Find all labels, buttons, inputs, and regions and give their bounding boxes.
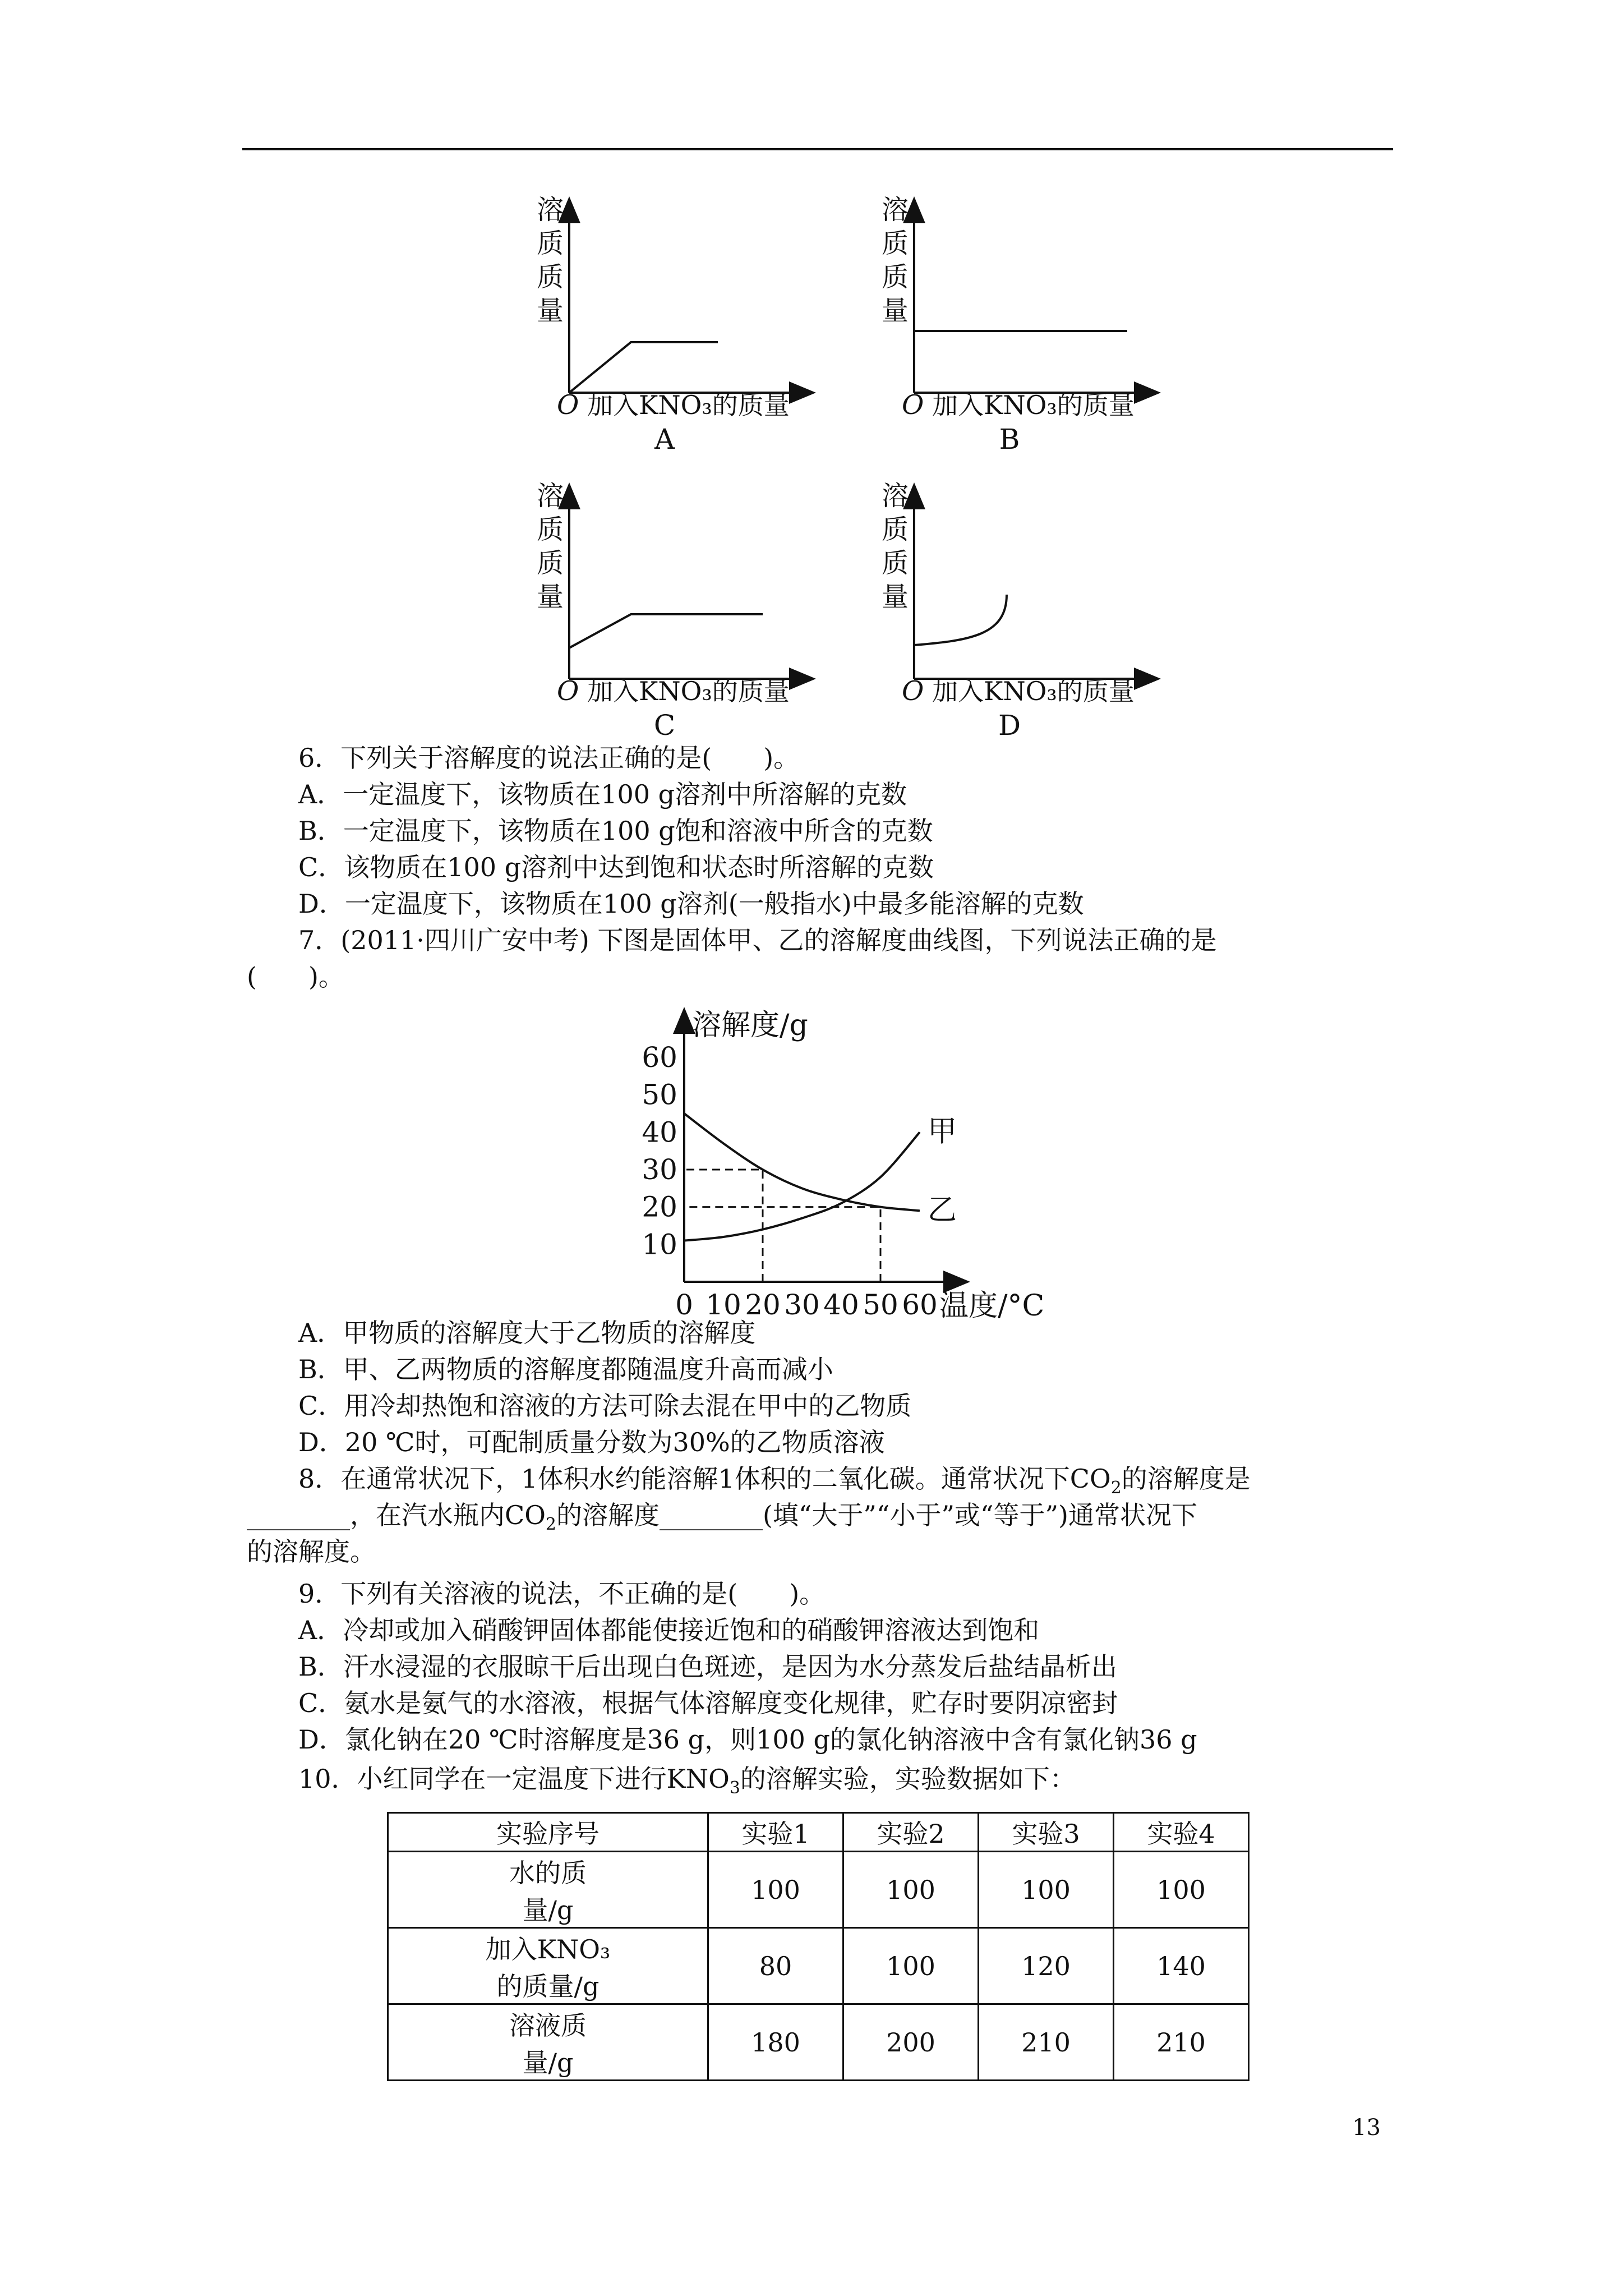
graph-option-label: C <box>653 709 676 742</box>
table-header-cell: 实验1 <box>708 1813 843 1852</box>
q8-line1: 8．在通常状况下，1体积水约能溶解1体积的二氧化碳。通常状况下$CO_2$的溶解度是 <box>298 1464 1251 1498</box>
y-tick-label: 40 <box>642 1116 677 1149</box>
table-cell: 100 <box>708 1852 843 1928</box>
y-axis-char: 质 <box>882 228 909 259</box>
q10-stem: 10．小红同学在一定温度下进行$KNO_3$的溶解实验，实验数据如下： <box>298 1764 1076 1798</box>
table-cell: 100 <box>843 1928 979 2004</box>
x-axis-label: 加入KNO₃的质量 <box>932 390 1135 420</box>
y-axis-char: 溶 <box>882 480 909 512</box>
guide-dashed-line <box>684 1170 763 1282</box>
mini-graph <box>537 480 805 742</box>
table-cell: 100 <box>979 1852 1114 1928</box>
x-tick-label: 40 <box>823 1289 859 1318</box>
row-label: 水的质 量/g <box>388 1852 708 1928</box>
y-tick-label: 60 <box>642 1041 677 1074</box>
q9-option-d: D．氯化钠在20 ℃时溶解度是36 g，则100 g的氯化钠溶液中含有氯化钠36 g <box>298 1724 1197 1755</box>
y-axis-label <box>882 480 909 613</box>
series-line-1 <box>684 1132 920 1240</box>
x-axis-label: 加入KNO₃的质量 <box>587 676 790 706</box>
y-axis-char: 溶 <box>882 194 909 226</box>
y-axis-label <box>882 194 909 326</box>
q9-stem: 9．下列有关溶液的说法，不正确的是( )。 <box>298 1579 826 1609</box>
q7-stem: 7．(2011·四川广安中考) 下图是固体甲、乙的溶解度曲线图，下列说法正确的是 <box>298 925 1217 955</box>
mini-graph <box>537 194 805 455</box>
q7-option-b: B．甲、乙两物质的溶解度都随温度升高而减小 <box>298 1354 833 1384</box>
q9-option-a: A．冷却或加入硝酸钾固体都能使接近饱和的硝酸钾溶液达到饱和 <box>298 1615 1040 1645</box>
y-tick-label: 20 <box>642 1190 677 1223</box>
x-tick-label: 30 <box>784 1289 820 1318</box>
series-line-2 <box>684 1114 920 1211</box>
y-axis-char: 质 <box>882 547 909 579</box>
q6-option-d: D．一定温度下，该物质在100 g溶剂(一般指水)中最多能溶解的克数 <box>298 889 1084 919</box>
y-axis-char: 量 <box>882 581 909 613</box>
q7-stem-cont: ( )。 <box>247 961 344 992</box>
table-row <box>388 2004 1249 2081</box>
q9-option-b: B．汗水浸湿的衣服晾干后出现白色斑迹，是因为水分蒸发后盐结晶析出 <box>298 1651 1117 1682</box>
graph-option-label: A <box>654 423 675 455</box>
graph-option-label: D <box>998 709 1021 742</box>
q7-option-c: C．用冷却热饱和溶液的方法可除去混在甲中的乙物质 <box>298 1391 912 1421</box>
origin-label: O <box>557 675 579 707</box>
y-tick-label: 30 <box>642 1153 677 1186</box>
table-cell: 80 <box>708 1928 843 2004</box>
y-axis-char: 质 <box>537 228 564 259</box>
q8-line2: ________，在汽水瓶内$CO_2$的溶解度________(填“大于”“小于”或“等于”)通常状况下 <box>247 1500 1197 1535</box>
y-tick-label: 10 <box>642 1228 677 1261</box>
x-tick-label: 10 <box>706 1289 741 1318</box>
y-axis-char: 质 <box>537 514 564 545</box>
origin-label: O <box>902 389 924 421</box>
table-cell: 210 <box>979 2004 1114 2081</box>
q9-option-c: C．氨水是氨气的水溶液，根据气体溶解度变化规律，贮存时要阴凉密封 <box>298 1688 1118 1718</box>
x-tick-label: 20 <box>745 1289 781 1318</box>
y-axis-char: 量 <box>882 295 909 326</box>
y-tick-label: 50 <box>642 1078 677 1111</box>
series-label: 甲 <box>928 1115 957 1149</box>
y-axis-label: 溶解度/g <box>692 1009 808 1042</box>
graph-curve <box>569 614 763 648</box>
y-axis-label <box>537 480 564 613</box>
x-tick-label: 0 <box>675 1289 693 1318</box>
page-number: 13 <box>1352 2115 1381 2141</box>
table-cell: 200 <box>843 2004 979 2081</box>
y-axis-char: 质 <box>537 547 564 579</box>
table-header-cell: 实验2 <box>843 1813 979 1852</box>
table-row <box>388 1852 1249 1928</box>
graph-option-label: B <box>999 423 1020 455</box>
x-tick-label: 50 <box>863 1289 898 1318</box>
table-cell: 180 <box>708 2004 843 2081</box>
row-label: 加入KNO₃ 的质量/g <box>388 1928 708 2004</box>
q6-option-a: A．一定温度下，该物质在100 g溶剂中所溶解的克数 <box>298 779 907 809</box>
guide-dashed-line <box>684 1207 880 1282</box>
q7-option-d: D．20 ℃时，可配制质量分数为30%的乙物质溶液 <box>298 1427 885 1457</box>
q6-stem: 6．下列关于溶解度的说法正确的是( )。 <box>298 743 800 773</box>
y-axis-char: 质 <box>537 261 564 293</box>
y-axis-char: 质 <box>882 514 909 545</box>
table-header-cell: 实验序号 <box>388 1813 708 1852</box>
q6-option-b: B．一定温度下，该物质在100 g饱和溶液中所含的克数 <box>298 816 933 846</box>
y-axis-label <box>537 194 564 326</box>
x-axis-label: 加入KNO₃的质量 <box>587 390 790 420</box>
table-cell: 140 <box>1114 1928 1249 2004</box>
origin-label: O <box>557 389 579 421</box>
table-header-cell: 实验4 <box>1114 1813 1249 1852</box>
q6-option-c: C．该物质在100 g溶剂中达到饱和状态时所溶解的克数 <box>298 852 934 882</box>
table-cell: 120 <box>979 1928 1114 2004</box>
origin-label: O <box>902 675 924 707</box>
q7-option-a: A．甲物质的溶解度大于乙物质的溶解度 <box>298 1318 756 1348</box>
mini-graph <box>882 194 1150 455</box>
table-cell: 100 <box>843 1852 979 1928</box>
solubility-chart <box>617 987 1066 1318</box>
x-axis-label: 加入KNO₃的质量 <box>932 676 1135 706</box>
table-cell: 210 <box>1114 2004 1249 2081</box>
y-axis-char: 量 <box>537 295 564 326</box>
experiment-table <box>387 1812 1249 2081</box>
option-graphs <box>0 0 1623 746</box>
series-label: 乙 <box>928 1193 957 1227</box>
table-row <box>388 1928 1249 2004</box>
y-axis-char: 溶 <box>537 480 564 512</box>
mini-graph <box>882 480 1150 742</box>
x-axis-label: 温度/°C <box>939 1289 1045 1318</box>
row-label: 溶液质 量/g <box>388 2004 708 2081</box>
table-header-cell: 实验3 <box>979 1813 1114 1852</box>
y-axis-char: 溶 <box>537 194 564 226</box>
q8-line3: 的溶解度。 <box>247 1536 376 1567</box>
graph-curve <box>914 595 1007 645</box>
x-tick-label: 60 <box>902 1289 938 1318</box>
table-cell: 100 <box>1114 1852 1249 1928</box>
y-axis-char: 质 <box>882 261 909 293</box>
y-axis-char: 量 <box>537 581 564 613</box>
graph-curve <box>569 342 718 393</box>
table-header-row <box>388 1813 1249 1852</box>
